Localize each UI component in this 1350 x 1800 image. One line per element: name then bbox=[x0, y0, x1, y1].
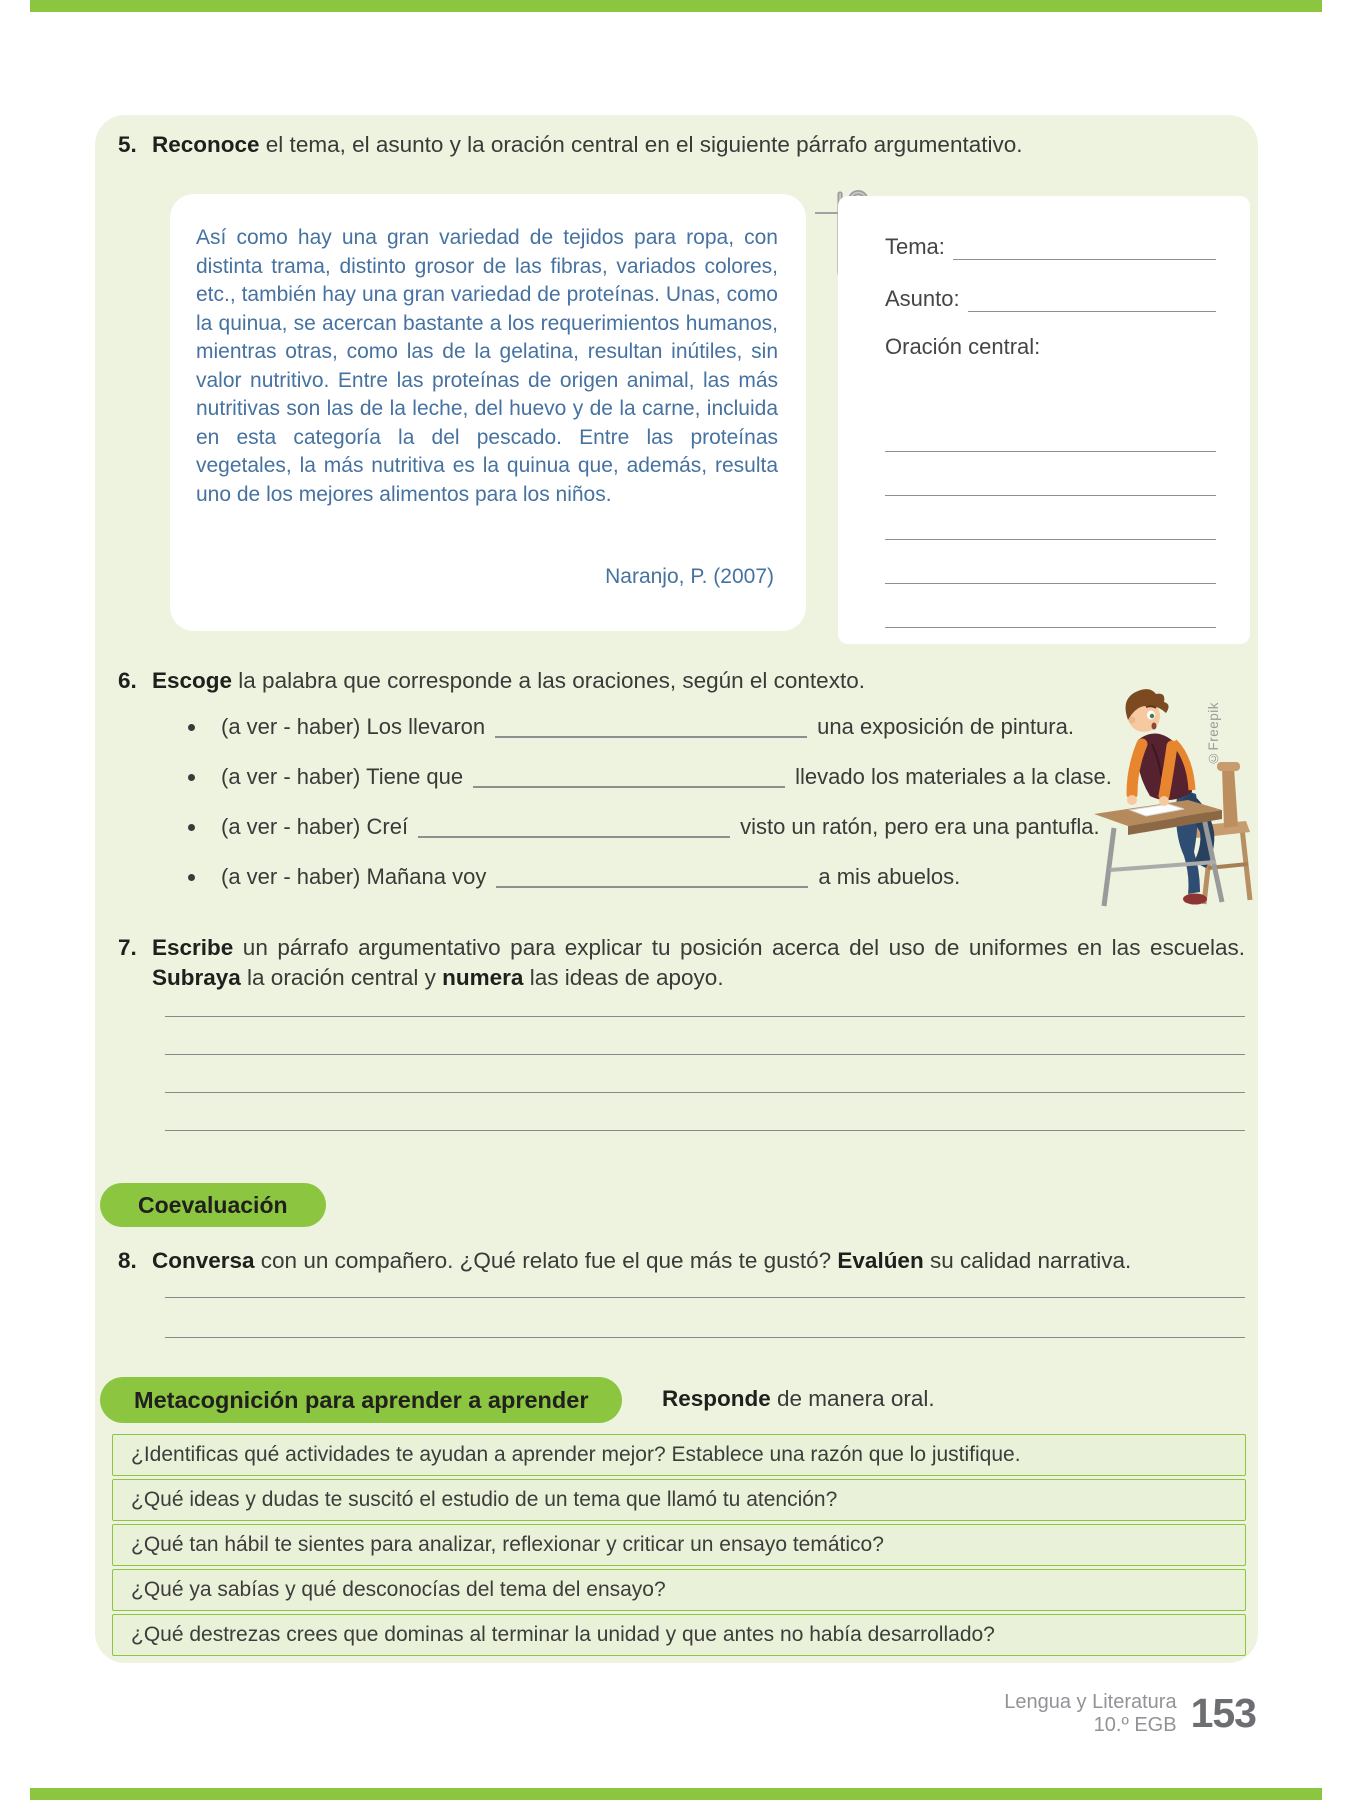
metacognicion-table bbox=[112, 1434, 1246, 1659]
writing-line bbox=[165, 1130, 1245, 1131]
bottom-accent-bar bbox=[30, 1788, 1322, 1800]
list-item bbox=[188, 812, 1168, 842]
sentence-start: (a ver - haber) Creí bbox=[221, 814, 409, 839]
exercise-number: 8. bbox=[118, 1248, 137, 1273]
svg-text:P: P bbox=[1159, 767, 1173, 786]
argument-paragraph-text: Así como hay una gran variedad de tejidos para ropa, con distinta trama, distinto grosor de las fibras, variados colores, etc., también hay una gran variedad de proteínas. Unas, como la quinua, se acercan bastante a los requerimientos humanos, mientras otras, como las de la gelatina, resultan inútiles, sin valor nutritivo. Entre las proteínas de origen animal, las más nutritivas son las de la leche, del huevo y de la carne, incluida en esta categoría la del pescado. Entre las proteínas vegetales, la más nutritiva es la quinua que, además, resulta uno de los mejores alimentos para los niños. bbox=[196, 226, 778, 506]
writing-line bbox=[165, 1016, 1245, 1017]
page-number: 153 bbox=[1190, 1690, 1256, 1736]
writing-line bbox=[885, 496, 1216, 540]
sentence-end: llevado los materiales a la clase. bbox=[795, 764, 1112, 789]
argument-paragraph-box bbox=[170, 194, 806, 631]
writing-line bbox=[885, 408, 1216, 452]
table-row: ¿Qué tan hábil te sientes para analizar, reflexionar y criticar un ensayo temático? bbox=[112, 1524, 1246, 1566]
metacognicion-badge: Metacognición para aprender a aprender bbox=[100, 1377, 622, 1423]
fill-blank bbox=[496, 862, 808, 888]
asunto-row bbox=[885, 284, 1216, 312]
exercise-6-header bbox=[118, 666, 1128, 696]
sentence-start: (a ver - haber) Tiene que bbox=[221, 764, 464, 789]
writing-line bbox=[885, 584, 1216, 628]
coevaluacion-badge: Coevaluación bbox=[100, 1183, 326, 1227]
writing-line bbox=[165, 1297, 1245, 1298]
sentence-end: una exposición de pintura. bbox=[817, 714, 1074, 739]
page-footer bbox=[1004, 1690, 1256, 1737]
exercise-number: 5. bbox=[118, 132, 137, 157]
exercise-5-header bbox=[118, 130, 1128, 160]
book-grade: 10.º EGB bbox=[1093, 1713, 1177, 1736]
sentence-start: (a ver - haber) Mañana voy bbox=[221, 864, 487, 889]
tema-blank-line bbox=[953, 235, 1216, 260]
table-row: ¿Identificas qué actividades te ayudan a aprender mejor? Establece una razón que lo justifique. bbox=[112, 1434, 1246, 1476]
writing-line bbox=[885, 452, 1216, 496]
book-title bbox=[1004, 1691, 1176, 1737]
writing-line bbox=[165, 1092, 1245, 1093]
exercise-8-header bbox=[118, 1246, 1245, 1276]
oracion-central-lines bbox=[885, 408, 1216, 628]
fill-blank bbox=[495, 712, 807, 738]
bullet-icon bbox=[188, 874, 195, 881]
exercise-instruction: Conversa con un compañero. ¿Qué relato fue el que más te gustó? Evalúen su calidad narrativa. bbox=[152, 1248, 1132, 1273]
list-item bbox=[188, 862, 1168, 892]
tema-label: Tema: bbox=[885, 234, 945, 259]
table-row: ¿Qué ya sabías y qué desconocías del tema del ensayo? bbox=[112, 1569, 1246, 1611]
list-item bbox=[188, 762, 1168, 792]
asunto-blank-line bbox=[968, 287, 1216, 312]
bullet-icon bbox=[188, 724, 195, 731]
exercise-6-items bbox=[188, 712, 1168, 912]
writing-line bbox=[165, 1337, 1245, 1338]
exercise-number: 6. bbox=[118, 668, 137, 693]
exercise-instruction: Reconoce el tema, el asunto y la oración central en el siguiente párrafo argumentativo. bbox=[152, 132, 1023, 157]
responde-instruction: Responde de manera oral. bbox=[662, 1386, 935, 1411]
bullet-icon bbox=[188, 824, 195, 831]
sentence-end: visto un ratón, pero era una pantufla. bbox=[740, 814, 1100, 839]
list-item bbox=[188, 712, 1168, 742]
exercise-number: 7. bbox=[118, 935, 137, 960]
exercise-7-header bbox=[118, 933, 1245, 993]
top-accent-bar bbox=[30, 0, 1322, 12]
oracion-central-label: Oración central: bbox=[885, 334, 1041, 359]
tema-row bbox=[885, 232, 1216, 260]
answers-box bbox=[838, 196, 1250, 644]
writing-line bbox=[165, 1054, 1245, 1055]
bullet-icon bbox=[188, 774, 195, 781]
sentence-end: a mis abuelos. bbox=[818, 864, 961, 889]
quote-attribution: Naranjo, P. (2007) bbox=[605, 565, 774, 588]
book-subject: Lengua y Literatura bbox=[1004, 1690, 1177, 1713]
exercise-instruction: Escribe un párrafo argumentativo para explicar tu posición acerca del uso de uniformes en las escuelas. Subraya la oración central y numera las ideas de apoyo. bbox=[152, 935, 1245, 990]
image-credit: ©Freepik bbox=[1206, 701, 1221, 766]
exercise-instruction: Escoge la palabra que corresponde a las oraciones, según el contexto. bbox=[152, 668, 865, 693]
fill-blank bbox=[418, 812, 730, 838]
table-row: ¿Qué destrezas crees que dominas al terminar la unidad y que antes no había desarrollado? bbox=[112, 1614, 1246, 1656]
table-row: ¿Qué ideas y dudas te suscitó el estudio de un tema que llamó tu atención? bbox=[112, 1479, 1246, 1521]
student-illustration bbox=[1092, 680, 1257, 910]
asunto-label: Asunto: bbox=[885, 286, 960, 311]
writing-line bbox=[885, 540, 1216, 584]
sentence-start: (a ver - haber) Los llevaron bbox=[221, 714, 486, 739]
fill-blank bbox=[473, 762, 785, 788]
